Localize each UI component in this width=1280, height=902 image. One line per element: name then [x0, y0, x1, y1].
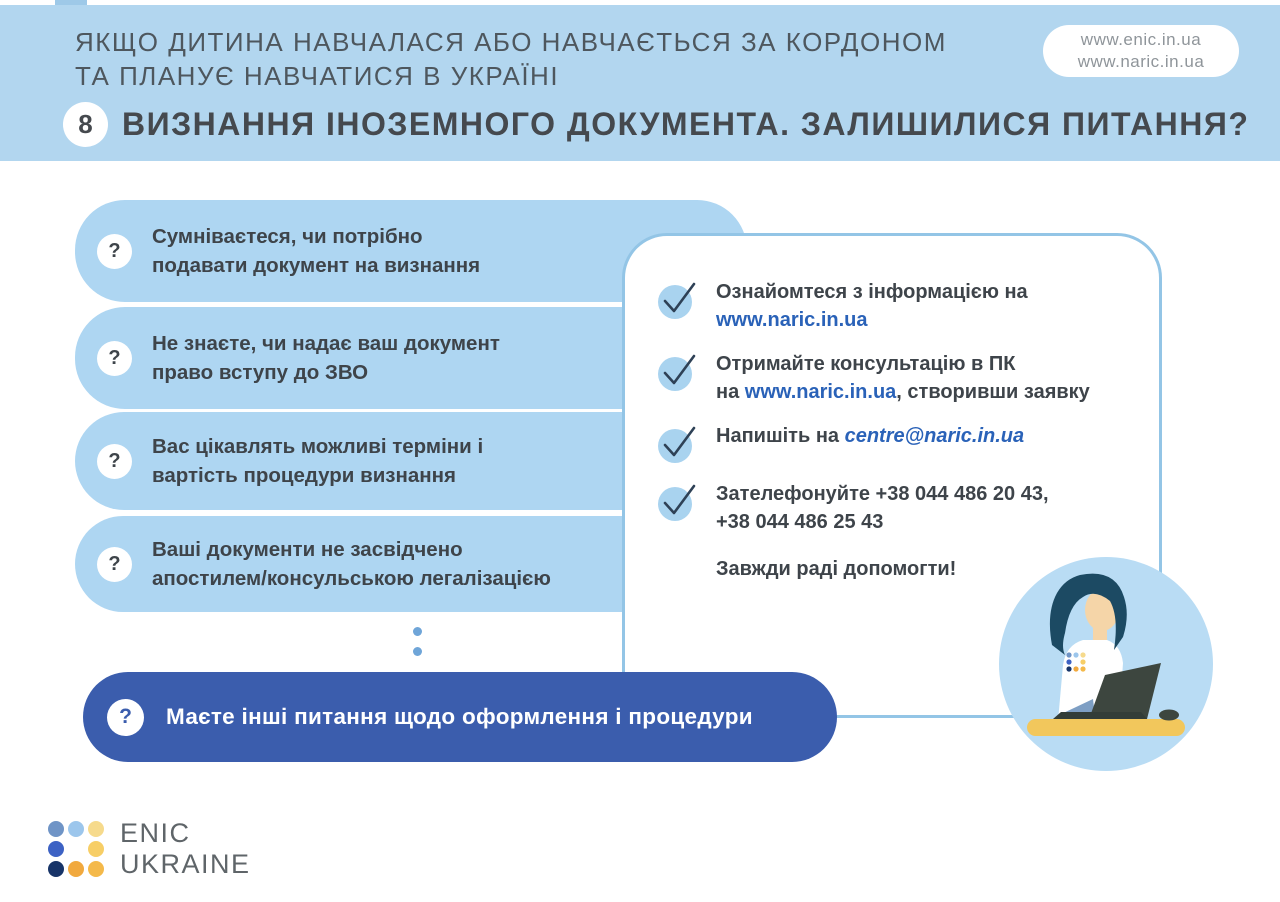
naric-link[interactable]: www.naric.in.ua [716, 309, 868, 331]
answer-item-email [658, 422, 1141, 464]
closing-note: Завжди раді допомогти! [716, 558, 957, 580]
badge-url-enic: www.enic.in.ua [1080, 30, 1202, 49]
final-question-text: Маєте інші питання щодо оформлення і процедури [166, 704, 753, 729]
answer-text: Ознайомтеся з інформацією на www.naric.in.ua [716, 281, 1028, 331]
answer-item-consultation [658, 350, 1141, 406]
question-mark-icon: ? [97, 234, 132, 269]
support-agent-illustration [995, 553, 1217, 775]
answer-text: Напишіть на centre@naric.in.ua [716, 425, 1025, 447]
enic-ukraine-logo [48, 818, 251, 880]
answer-item-phone [658, 480, 1141, 536]
question-mark-icon: ? [107, 699, 144, 736]
desk [1027, 719, 1185, 736]
checkmark-icon [658, 278, 698, 320]
naric-link[interactable]: www.naric.in.ua [744, 381, 897, 403]
header-subtitle-line2: ТА ПЛАНУЄ НАВЧАТИСЯ В УКРАЇНІ [75, 61, 560, 91]
question-mark-icon: ? [97, 547, 132, 582]
logo-dot-grid [48, 821, 104, 877]
email-link[interactable]: centre@naric.in.ua [844, 425, 1025, 447]
page-title: ВИЗНАННЯ ІНОЗЕМНОГО ДОКУМЕНТА. ЗАЛИШИЛИСЯ ПИТАННЯ? [122, 106, 1250, 142]
question-mark-icon: ? [97, 341, 132, 376]
checkmark-icon [658, 350, 698, 392]
ellipsis-dot [413, 647, 422, 656]
title-row [63, 102, 1249, 147]
step-number-badge: 8 [63, 102, 108, 147]
checkmark-icon [658, 422, 698, 464]
logo-text: ENIC UKRAINE [120, 818, 251, 879]
question-mark-icon: ? [97, 444, 132, 479]
question-text: Ваші документи не засвідчено апостилем/консульською легалізацією [152, 538, 551, 590]
mouse [1159, 710, 1179, 721]
question-text: Вас цікавлять можливі терміни і вартість процедури визнання [152, 435, 484, 487]
answer-text: Зателефонуйте +38 044 486 20 43, +38 044 486 25 43 [716, 483, 1049, 533]
header-subtitle-line1: ЯКЩО ДИТИНА НАВЧАЛАСЯ АБО НАВЧАЄТЬСЯ ЗА КОРДОНОМ [75, 27, 947, 57]
ellipsis-dot [413, 627, 422, 636]
badge-url-naric: www.naric.in.ua [1077, 52, 1205, 71]
header-band [0, 5, 1280, 161]
answer-item-website [658, 278, 1141, 334]
question-text: Не знаєте, чи надає ваш документ право вступу до ЗВО [152, 332, 500, 384]
final-question-pill [83, 672, 837, 762]
checkmark-icon [658, 480, 698, 522]
answer-text: Отримайте консультацію в ПК на www.naric.in.ua, створивши заявку [716, 353, 1090, 403]
website-badge [1043, 25, 1239, 77]
question-text: Сумніваєтеся, чи потрібно подавати документ на визнання [152, 225, 481, 277]
